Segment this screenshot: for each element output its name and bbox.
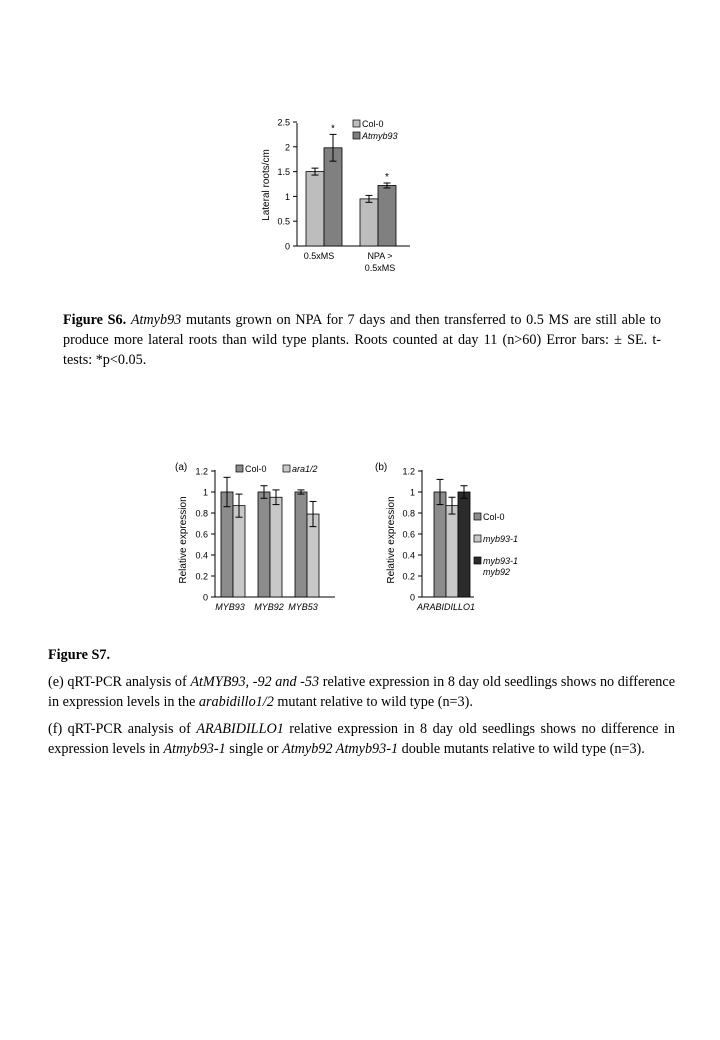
- bar-atmyb93-1: [378, 185, 396, 246]
- figure-s6-caption: [63, 310, 661, 370]
- s7e-genes: AtMYB93, -92 and -53: [190, 674, 320, 690]
- y-tick-label: 0.6: [402, 529, 415, 540]
- legend-swatch: [474, 513, 481, 520]
- y-tick-label: 2.5: [277, 117, 290, 128]
- s7f-mutant-1: Atmyb93-1: [163, 741, 226, 757]
- x-tick-label: 0.5xMS: [303, 251, 335, 261]
- s7f-gene: ARABIDILLO1: [196, 721, 284, 737]
- y-tick-label: 0: [409, 592, 415, 603]
- y-axis-label: Relative expression: [386, 496, 397, 584]
- figure-s6-text: mutants grown on NPA for 7 days and then transferred to 0.5 MS are still able to produce more lateral roots than wild type plants. Roots counted at day 11 (n>60) Error bars: ± SE. t-tests: *p<0.05.: [63, 312, 661, 368]
- legend-swatch: [474, 557, 481, 564]
- bar-atmyb93-0: [324, 148, 342, 246]
- x-tick-label: ARABIDILLO1: [416, 602, 476, 612]
- s7f-text-a: (f) qRT-PCR analysis of: [48, 721, 197, 737]
- y-tick-label: 0: [202, 592, 208, 603]
- y-tick-label: 0.8: [195, 508, 208, 519]
- s7f-text-d: double mutants relative to wild type (n=3).: [398, 741, 645, 757]
- s7e-text-b: relative expression in 8 day old seedlings shows no difference in expression levels in the: [48, 674, 675, 710]
- x-tick-label: NPA > 0.5xMS: [364, 251, 396, 273]
- legend-swatch: [353, 132, 360, 139]
- legend-label: Col-0: [245, 464, 267, 474]
- bar-ara1-2-1: [270, 497, 282, 597]
- y-tick-label: 1.2: [402, 466, 415, 477]
- s7f-text-b: relative expression in 8 day old seedlings shows no difference in expression levels in: [48, 721, 675, 757]
- panel-label-a: (a): [175, 462, 188, 473]
- y-tick-label: 0.5: [277, 216, 290, 227]
- bar-myb93-1-0: [446, 506, 458, 597]
- y-tick-label: 1.5: [277, 167, 290, 178]
- bar-col-0-0: [434, 492, 446, 597]
- y-tick-label: 0.6: [195, 529, 208, 540]
- figure-s7-title: Figure S7.: [48, 647, 111, 663]
- y-axis-label: Relative expression: [178, 496, 189, 584]
- y-tick-label: 0.4: [195, 550, 208, 561]
- figure-s6-gene: Atmyb93: [130, 312, 182, 328]
- legend-label: ara1/2: [292, 464, 318, 474]
- x-tick-label: MYB93: [215, 602, 245, 612]
- bar-col-0-2: [295, 492, 307, 597]
- y-tick-label: 0: [284, 241, 290, 252]
- y-tick-label: 2: [284, 142, 290, 153]
- legend-swatch: [353, 120, 360, 127]
- legend-label: Atmyb93: [362, 131, 398, 141]
- y-tick-label: 1: [202, 487, 208, 498]
- legend-swatch: [236, 465, 243, 472]
- y-tick-label: 0.2: [195, 571, 208, 582]
- legend-label: Col-0: [362, 119, 384, 129]
- y-tick-label: 0.2: [402, 571, 415, 582]
- legend-label: Col-0: [483, 512, 505, 522]
- panel-label-b: (b): [375, 462, 388, 473]
- y-tick-label: 1: [284, 191, 290, 202]
- s7e-mutant: arabidillo1/2: [198, 694, 274, 710]
- significance-marker: *: [385, 172, 389, 184]
- bar-col-0-1: [360, 199, 378, 246]
- figure-s7f-caption: [48, 719, 675, 759]
- y-axis-label: Lateral roots/cm: [261, 149, 272, 221]
- y-tick-label: 0.8: [402, 508, 415, 519]
- x-tick-label: MYB53: [288, 602, 318, 612]
- significance-marker: *: [331, 123, 335, 135]
- bar-ara1-2-0: [233, 506, 245, 597]
- s7e-text-c: mutant relative to wild type (n=3).: [273, 694, 473, 710]
- figure-s7b-chart: [370, 455, 545, 620]
- figure-s7e-caption: [48, 672, 675, 712]
- figure-s7a-chart: [170, 455, 345, 620]
- figure-s6-chart: [255, 110, 425, 285]
- bar-col-0-0: [306, 172, 324, 246]
- y-tick-label: 1.2: [195, 466, 208, 477]
- s7e-text-a: (e) qRT-PCR analysis of: [48, 674, 191, 690]
- s7f-mutant-2: Atmyb92 Atmyb93-1: [282, 741, 399, 757]
- y-tick-label: 1: [409, 487, 415, 498]
- bar-col-0-1: [258, 492, 270, 597]
- y-tick-label: 0.4: [402, 550, 415, 561]
- legend-swatch: [474, 535, 481, 542]
- bar-col-0-0: [221, 492, 233, 597]
- s7f-text-c: single or: [225, 741, 283, 757]
- legend-swatch: [283, 465, 290, 472]
- legend-label: myb93-1: [483, 534, 519, 544]
- x-tick-label: MYB92: [254, 602, 284, 612]
- bar-myb93-1-myb92-0: [458, 492, 470, 597]
- legend-label: myb93-1 myb92: [483, 556, 519, 577]
- figure-s6-label: Figure S6.: [63, 312, 127, 328]
